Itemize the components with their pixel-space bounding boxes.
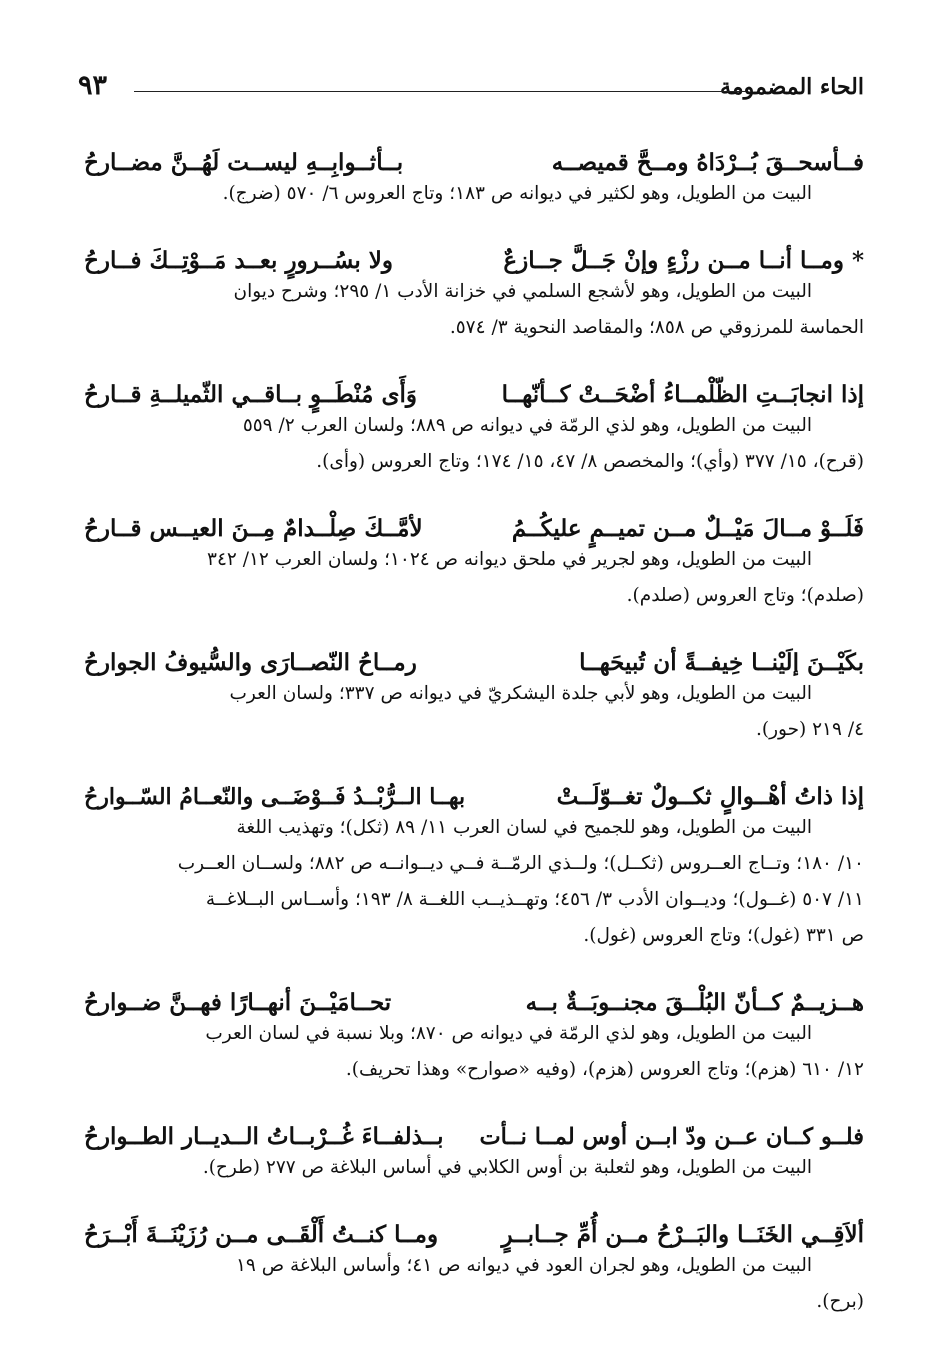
verse-note (78, 542, 864, 614)
verse-first-hemistich: إذا ذاتُ أهْــوالٍ ثكــولٌ تغــوّلَــتْ (556, 783, 864, 810)
verse-first-hemistich: ألاَقِــي الخَنَــا والبَــرْحُ مــن أُمِّ جــابــرٍ (501, 1221, 864, 1248)
note-line: البيت من الطويل، وهو لكثير في ديوانه ص ١٨٣؛ وتاج العروس ٦/ ٥٧٠ (ضرج). (222, 183, 812, 204)
verse-first-hemistich: هــزيــمٌ كــأنّ البُلْــقَ مجنــوبَــةٌ بــه (525, 989, 864, 1016)
note-line: البيت من الطويل، وهو لجران العود في ديوانه ص ٤١؛ وأساس البلاغة ص ١٩ (235, 1255, 812, 1276)
note-line: ص ٣٣١ (غول)؛ وتاج العروس (غول). (583, 925, 864, 946)
verse-note (78, 176, 864, 212)
note-line: ١٢/ ٦١٠ (هزم)؛ وتاج العروس (هزم)، (وفيه «صوارح» وهذا تحريف). (345, 1059, 864, 1080)
verse-first-hemistich: * ومــا أنــا مــن رزْءٍ وإنْ جَــلَّ جــازعٌ (503, 247, 864, 274)
verse-line (78, 1186, 864, 1248)
verse-note (78, 1150, 864, 1186)
note-line: (صلدم)؛ وتاج العروس (صلدم). (626, 585, 864, 606)
verse-line (78, 954, 864, 1016)
verse-entry (78, 954, 864, 1088)
chapter-title: الحاء المضمومة (720, 74, 864, 100)
verse-note (78, 810, 864, 954)
header-rule (134, 91, 746, 92)
note-line: البيت من الطويل، وهو لأبي جلدة اليشكريّ في ديوانه ص ٣٣٧؛ ولسان العرب (229, 683, 812, 704)
verse-first-hemistich: فلــو كــان عــن ودّ ابــن أوس لمــا نــأت (479, 1124, 864, 1150)
note-line: البيت من الطويل، وهو لذي الرمّة في ديوانه ص ٨٨٩؛ ولسان العرب ٢/ ٥٥٩ (242, 415, 812, 436)
verse-note (78, 274, 864, 346)
verse-first-hemistich: إذا انجابَــتِ الظّلْمــاءُ أضْحَــتْ كــأنّهــا (501, 381, 864, 408)
verse-entry (78, 114, 864, 212)
verse-line (78, 212, 864, 274)
verse-entry (78, 346, 864, 480)
note-line: (برح). (816, 1291, 864, 1312)
verse-note (78, 1248, 864, 1320)
verse-line (78, 480, 864, 542)
verse-second-hemistich: لأمَّــكَ صِلْــدامٌ مِــنَ العيــس قــارحُ (84, 515, 423, 542)
verse-entry (78, 748, 864, 954)
verse-second-hemistich: رمــاحُ النّصــارَى والسُّيوفُ الجوارحُ (84, 649, 417, 676)
verse-line (78, 1088, 864, 1150)
verse-entry (78, 614, 864, 748)
verse-note (78, 1016, 864, 1088)
verse-entry (78, 212, 864, 346)
verse-second-hemistich: ومــا كنــتُ أَلْقَــى مــن رُزَيْنَــةَ أَبْــرَحُ (84, 1221, 439, 1248)
note-line: البيت من الطويل، وهو لجرير في ملحق ديوانه ص ١٠٢٤؛ ولسان العرب ١٢/ ٣٤٢ (207, 549, 812, 570)
note-line: البيت من الطويل، وهو للجميح في لسان العرب ١١/ ٨٩ (ثكل)؛ وتهذيب اللغة (236, 817, 812, 838)
note-line: الحماسة للمرزوقي ص ٨٥٨؛ والمقاصد النحوية ٣/ ٥٧٤. (449, 317, 864, 338)
verse-note (78, 676, 864, 748)
verse-second-hemistich: وَأَى مُنْطَــوٍ بــاقــي الثّميلــةِ قــارحُ (84, 381, 417, 408)
page-number: ٩٣ (78, 70, 108, 101)
running-header (78, 66, 864, 106)
verse-second-hemistich: بــذلفــاءَ غُــرْبــاتُ الــديــار الطــوارحُ (84, 1123, 444, 1150)
verse-note (78, 408, 864, 480)
note-line: ١٠/ ١٨٠؛ وتــاج العــروس (ثكــل)؛ ولــذي الرمّــة فــي ديــوانــه ص ٨٨٢؛ ولســان العــرب (177, 853, 864, 874)
note-line: البيت من الطويل، وهو لأشجع السلمي في خزانة الأدب ١/ ٢٩٥؛ وشرح ديوان (233, 281, 812, 302)
verse-entry (78, 480, 864, 614)
verse-first-hemistich: بكَيْــنَ إلَيْنــا خِيفــةً أن تُبيحَهــا (579, 649, 864, 676)
verse-second-hemistich: بــأثــوابِــهِ ليســت لَهُــنَّ مضــارحُ (84, 149, 404, 176)
note-line: البيت من الطويل، وهو لثعلبة بن أوس الكلابي في أساس البلاغة ص ٢٧٧ (طرح). (202, 1157, 812, 1178)
note-line: ١١/ ٥٠٧ (غــول)؛ وديــوان الأدب ٣/ ٤٥٦؛ وتهــذيــب اللغــة ٨/ ١٩٣؛ وأســاس البــلاغــة (205, 889, 864, 910)
verse-entry (78, 1186, 864, 1320)
verse-first-hemistich: فــأسحــقَ بُــرْدَاهُ ومــحَّ قميصــه (551, 149, 864, 176)
verse-second-hemistich: بهــا الــرُّبْــدُ فَــوْضَــى والنّعــامُ السّــوارحُ (84, 784, 466, 810)
note-line: ٤/ ٢١٩ (حور). (756, 719, 864, 740)
verse-line (78, 614, 864, 676)
verse-entry (78, 1088, 864, 1186)
verse-second-hemistich: ولا بسُــرورٍ بعــد مَــوْتِــكَ فــارحُ (84, 247, 393, 274)
note-line: (قرح)، ١٥/ ٣٧٧ (وأي)؛ والمخصص ٨/ ٤٧، ١٥/ ١٧٤؛ وتاج العروس (وأى). (316, 451, 864, 472)
verse-line (78, 114, 864, 176)
verse-line (78, 748, 864, 810)
note-line: البيت من الطويل، وهو لذي الرمّة في ديوانه ص ٨٧٠؛ وبلا نسبة في لسان العرب (205, 1023, 812, 1044)
verse-second-hemistich: تحــامَيْــنَ أنهــارًا فهــنَّ ضــوارحُ (84, 989, 392, 1016)
page-body (78, 114, 864, 1320)
verse-first-hemistich: فَلَــوْ مــالَ مَيْــلٌ مــن تميــمٍ عليكُــمُ (511, 515, 864, 542)
verse-line (78, 346, 864, 408)
